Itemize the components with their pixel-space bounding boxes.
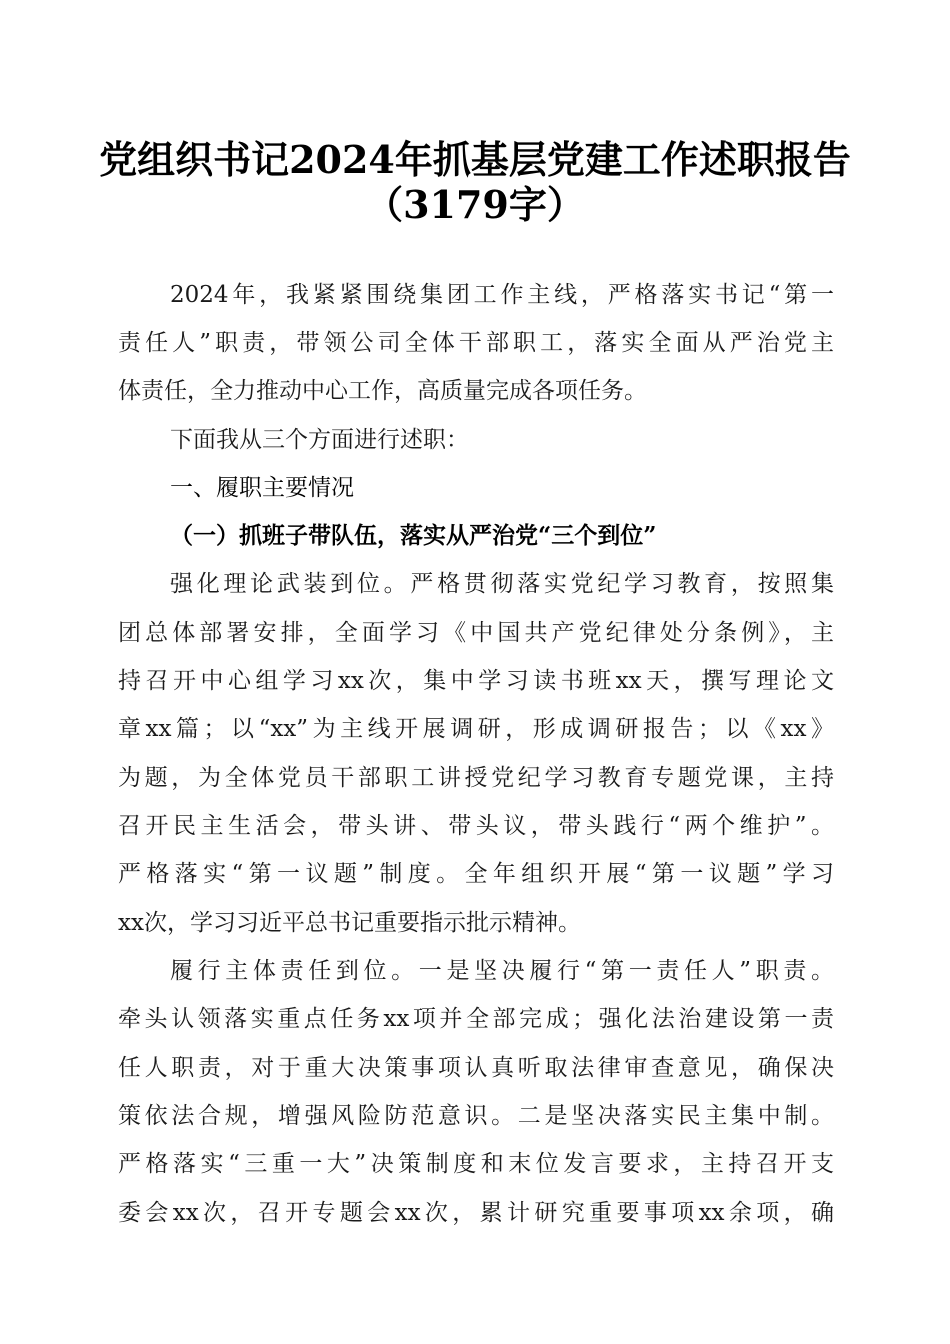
document-subtitle-wordcount: （3179字） xyxy=(365,182,585,227)
paragraph-line: 牵头认领落实重点任务xx项并全部完成；强化法治建设第一责 xyxy=(118,1006,834,1032)
paragraph-line: 委会xx次，召开专题会xx次，累计研究重要事项xx余项，确 xyxy=(118,1200,834,1226)
paragraph-line: xx次，学习习近平总书记重要指示批示精神。 xyxy=(118,910,581,936)
paragraph-line: 任人职责，对于重大决策事项认真听取法律审查意见，确保决 xyxy=(118,1055,834,1081)
paragraph-line: 体责任，全力推动中心工作，高质量完成各项任务。 xyxy=(118,378,647,404)
paragraph-line: 为题，为全体党员干部职工讲授党纪学习教育专题党课，主持 xyxy=(118,765,834,791)
section-heading-2: （一）抓班子带队伍，落实从严治党“三个到位” xyxy=(170,522,657,549)
paragraph-line: 2024年，我紧紧围绕集团工作主线，严格落实书记“第一 xyxy=(170,282,834,308)
paragraph-line: 持召开中心组学习xx次，集中学习读书班xx天，撰写理论文 xyxy=(118,668,834,694)
paragraph-line: 团总体部署安排，全面学习《中国共产党纪律处分条例》，主 xyxy=(118,620,834,646)
section-heading-1: 一、履职主要情况 xyxy=(170,475,354,501)
document-title: 党组织书记2024年抓基层党建工作述职报告 xyxy=(99,137,851,182)
paragraph-line: 责任人”职责，带领公司全体干部职工，落实全面从严治党主 xyxy=(118,330,834,356)
paragraph-line: 下面我从三个方面进行述职： xyxy=(170,427,469,453)
paragraph-line: 严格落实“三重一大”决策制度和末位发言要求，主持召开支 xyxy=(118,1151,834,1177)
paragraph-line: 严格落实“第一议题”制度。全年组织开展“第一议题”学习 xyxy=(118,861,834,887)
paragraph-line: 履行主体责任到位。一是坚决履行“第一责任人”职责。 xyxy=(170,958,834,984)
paragraph-line: 召开民主生活会，带头讲、带头议，带头践行“两个维护”。 xyxy=(118,813,834,839)
paragraph-line: 策依法合规，增强风险防范意识。二是坚决落实民主集中制。 xyxy=(118,1103,834,1129)
paragraph-line: 强化理论武装到位。严格贯彻落实党纪学习教育，按照集 xyxy=(170,571,834,597)
paragraph-line: 章xx篇；以“xx”为主线开展调研，形成调研报告；以《xx》 xyxy=(118,716,834,742)
